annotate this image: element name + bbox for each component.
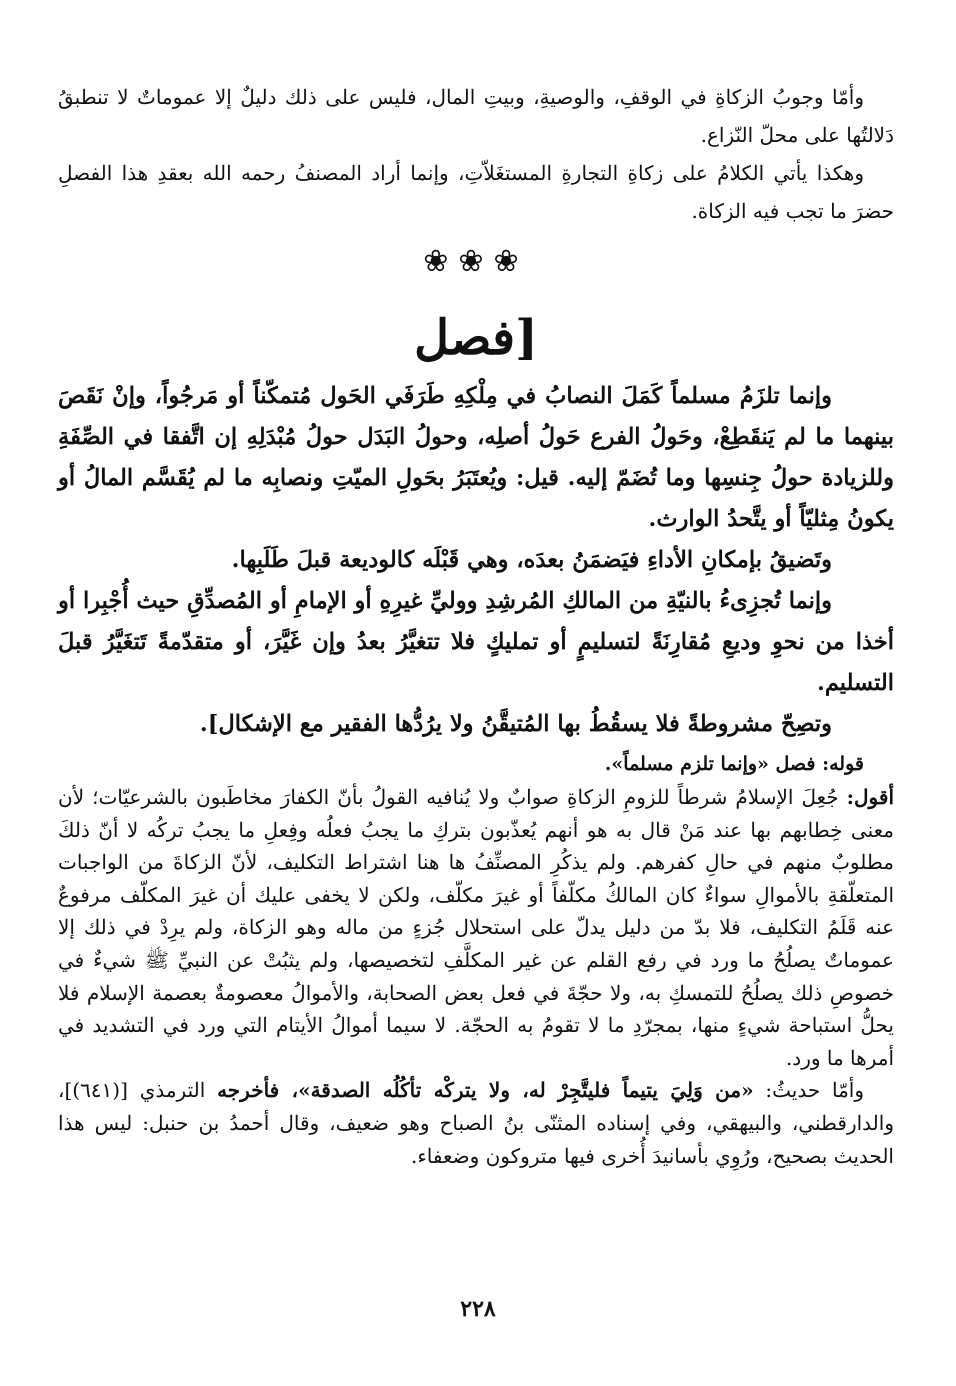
hadith-intro: وأمّا حديثُ: [753, 1078, 864, 1103]
commentary-quote: قوله: فصل «وإنما تلزم مسلماً». [604, 753, 864, 775]
matn-paragraph: وتَضيقُ بإمكانِ الأداءِ فيَضمَنُ بعدَه، وهي قَبْلَه كالوديعة قبلَ طَلَبِها. [231, 547, 832, 573]
commentary-paragraph [58, 781, 894, 1074]
intro-paragraph: وهكذا يأتي الكلامُ على زكاةِ التجارةِ المستغَلاّتِ، وإنما أراد المصنفُ رحمه الله بعقدِ هذا الفصلِ حضرَ ما تجب فيه الزكاة. [58, 161, 894, 223]
intro-paragraph: وأمّا وجوبُ الزكاةِ في الوقفِ، والوصيةِ، وبيتِ المال، فليس على ذلك دليلٌ إلا عموماتٌ لا تنطبقُ دَلالتُها على محلّ النّزاع. [58, 85, 894, 147]
matn-paragraph: وإنما تلزَمُ مسلماً كَمَلَ النصابُ في مِلْكِهِ طَرَفَي الحَول مُتمكّناً أو مَرجُواً، وإنْ نَقَصَ بينهما ما لم يَنقَطِعْ، وحَولُ الفرع حَولُ أصلِه، وحولُ البَدَل حولُ مُبْدَلِهِ إن اتَّفقا في الصِّفَةِ وللزيادة حولُ جِنسِها وما تُضَمّ إليه. قيل: ويُعتَبَرُ بحَولِ الميّتِ ونصابِه ما لم يُقَسَّم المالُ أو يكونُ مِثليّاً أو يتَّحدُ الوارث. [58, 383, 894, 532]
matn-paragraph: وتصِحّ مشروطةً فلا يسقُطُ بها المُتيقَّنُ ولا يرُدُّها الفقير مع الإشكال]. [199, 711, 832, 737]
page-number: ٢٢٨ [460, 1296, 496, 1322]
commentary-body: جُعِلَ الإسلامُ شرطاً للزومِ الزكاةِ صوابٌ ولا يُنافيه القولُ بأنّ الكفارَ مخاطَبون بالشرعيّات؛ لأن معنى خِطابهم بها عند مَنْ قال به هو أنهم يُعذّبون بتركِ ما يجبُ فعلُه وفِعلِ ما يجبُ تركُه لا أنّ ذلكَ مطلوبٌ منهم في حالِ كفرهم. ولم يذكُرِ المصنِّفُ ها هنا اشتراط التكليف، لأنّ الزكاةَ من الواجبات المتعلّقةِ بالأموالِ سواءٌ كان المالكُ مكلّفاً أو غيرَ مكلّف، ولكن لا يخفى عليك أن غيرَ المكلّف مرفوعٌ عنه قَلَمُ التكليف، فلا بدّ من دليل يدلّ على استحلال جُزءٍ من ماله وهو الزكاة، ولم يرِدْ في ذلك إلا عموماتٌ يصلُحُ ما ورد في رفع القلم عن غير المكلَّفِ لتخصيصها، ولم يثبُتْ عن النبيِّ ﷺ شيءٌ في خصوصِ ذلك يصلُحُ للتمسكِ به، ولا حجّةَ في فعل بعض الصحابة، والأموالُ معصومةٌ بعصمة الإسلام فلا يحلُّ استباحة شيءٍ منها، بمجرّدِ ما لا تقومُ به الحجّة. لا سيما أموالُ الأيتام التي ورد في التشديد في أمرها ما ورد. [58, 785, 895, 1070]
matn-text [58, 376, 894, 745]
matn-paragraph: وإنما تُجزِىءُ بالنيّةِ من المالكِ المُرشِدِ ووليِّ غيرِهِ أو الإمامِ أو المُصدِّقِ حيث أُجْبِرا أو أخذا من نحوِ وديعِ مُقارِنَةً لتسليمٍ أو تمليكٍ فلا تتغيَّرُ بعدُ وإن غَيَّرَ، أو متقدّمةً تَتغَيَّرُ قبلَ التسليم. [58, 588, 894, 696]
intro-section [58, 78, 894, 230]
hadith-text: «من وَلِيَ يتيماً فليتَّجِرْ له، ولا يتركْه تأكُلُه الصدقة»، فأخرجه [217, 1078, 754, 1103]
aqul-label: أقول: [846, 785, 895, 809]
commentary-text [58, 781, 894, 1172]
section-heading: [فصل [414, 310, 538, 366]
commentary-paragraph [58, 1074, 894, 1172]
section-separator: ❀❀❀ [423, 244, 529, 279]
hadith-takhrij: الترمذي [(٦٤١)]، والدارقطني، والبيهقي، وفي إسناده المثنّى بنُ الصباح وهو ضعيف، وقال أحمدُ بن حنبل: ليس هذا الحديث بصحيح، ورُوِي بأسانيدَ أُخرى فيها متروكون وضعفاء. [58, 1078, 894, 1168]
